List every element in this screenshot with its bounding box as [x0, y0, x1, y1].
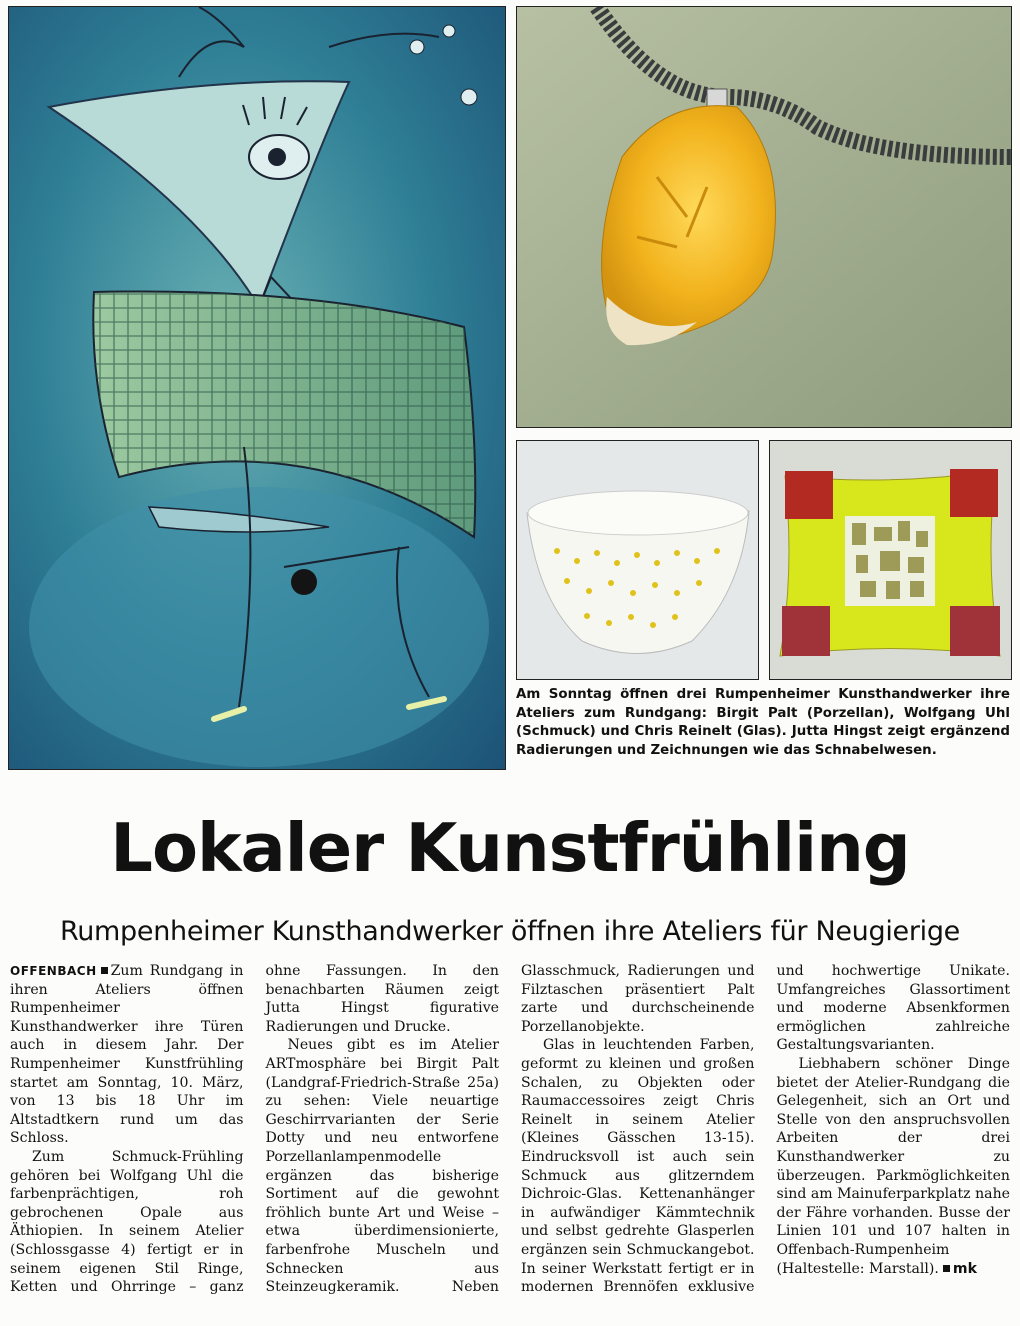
paragraph-1: [10, 962, 244, 1148]
photo-beak-creature: [8, 6, 506, 770]
beak-creature-image: [9, 7, 505, 769]
bowl-image: [517, 441, 758, 679]
pendant-image: [517, 7, 1011, 427]
glass-dish-image: [770, 441, 1011, 679]
bullet-square: [101, 967, 108, 974]
paragraph-5-text: Liebhabern schöner Dinge bietet der Atelier-Rundgang die Gelegenheit, sich an Ort und Stelle von den anspruchsvollen Arbeiten der drei Kunsthandwerker zu überzeugen. Parkmöglichkeiten sind am Mainuferparkplatz nahe der Fähre vorhanden. Busse der Linien 101 und 107 halten in Offenbach-Rumpenheim (Haltestelle: Marstall).: [776, 1055, 1010, 1277]
end-square: [943, 1265, 950, 1272]
article-body: [10, 962, 1010, 1318]
paragraph-1-text: Zum Rundgang in ihren Ateliers öffnen Rumpenheimer Kunsthandwerker ihre Türen auch in diesem Jahr. Der Rumpenheimer Kunstfrühling startet am Sonntag, 10. März, von 13 bis 18 Uhr im Altstadtkern rund um das Schloss.: [10, 963, 244, 1147]
headline: Lokaler Kunstfrühling: [110, 809, 910, 887]
photo-pendant: [516, 6, 1012, 428]
paragraph-3: Neues gibt es im Atelier ARTmosphäre bei Birgit Palt (Landgraf-Friedrich-Straße 25a) zu sehen: Viele neuartige Geschirrvarianten der Serie Dotty und neu entworfene Porzellanlampenmodelle ergänzen das bisherige Sortiment auf die gewohnt fröhlich bunte Art und Weise – etwa überdimensionierte, farbenfrohe Muscheln und Schnecken aus Steinzeugkeramik. Neben Glasschmuck, Radierungen und Filztaschen präsentiert Palt zarte und durchscheinende Porzellanobjekte.: [265, 963, 755, 1296]
author: mk: [952, 1260, 977, 1277]
photo-glass-dish: [769, 440, 1012, 680]
paragraph-4: Glas in leuchtenden Farben, geformt zu kleinen und großen Schalen, zu Objekten oder Raumaccessoires zeigt Chris Reinelt in seinem Atelier (Kleines Gässchen 13-15). Eindrucksvoll ist auch sein Schmuck aus glitzerndem Dichroic-Glas. Kettenanhänger in aufwändiger Kämmtechnik und selbst gedrehte Glasperlen ergänzen sein Schmuckangebot. In seiner Werkstatt fertigt er in modernen Brennöfen exklusive und hochwertige Unikate. Umfangreiches Glassortiment und moderne Absenkformen ermöglichen zahlreiche Gestaltungsvarianten.: [521, 963, 1010, 1296]
dateline: OFFENBACH: [10, 964, 97, 978]
paragraph-2: Zum Schmuck-Frühling gehören bei Wolfgang Uhl die farbenprächtigen, roh gebrochenen Opale aus Äthiopien. In seinem Atelier (Schlossgasse 4) fertigt er in seinem eigenen Stil Ringe, Ketten und Ohrringe – ganz ohne Fassungen. In den benachbarten Räumen zeigt Jutta Hingst figurative Radierungen und Drucke.: [10, 963, 499, 1296]
photo-caption: Am Sonntag öffnen drei Rumpenheimer Kunsthandwerker ihre Ateliers zum Rundgang: Birgit Palt (Porzellan), Wolfgang Uhl (Schmuck) und Chris Reinelt (Glas). Jutta Hingst zeigt ergänzend Radierungen und Zeichnungen wie das Schnabelwesen.: [516, 687, 1010, 758]
subheadline: Rumpenheimer Kunsthandwerker öffnen ihre Ateliers für Neugierige: [59, 916, 960, 947]
photo-bowl: [516, 440, 759, 680]
paragraph-5: [777, 1055, 1011, 1278]
